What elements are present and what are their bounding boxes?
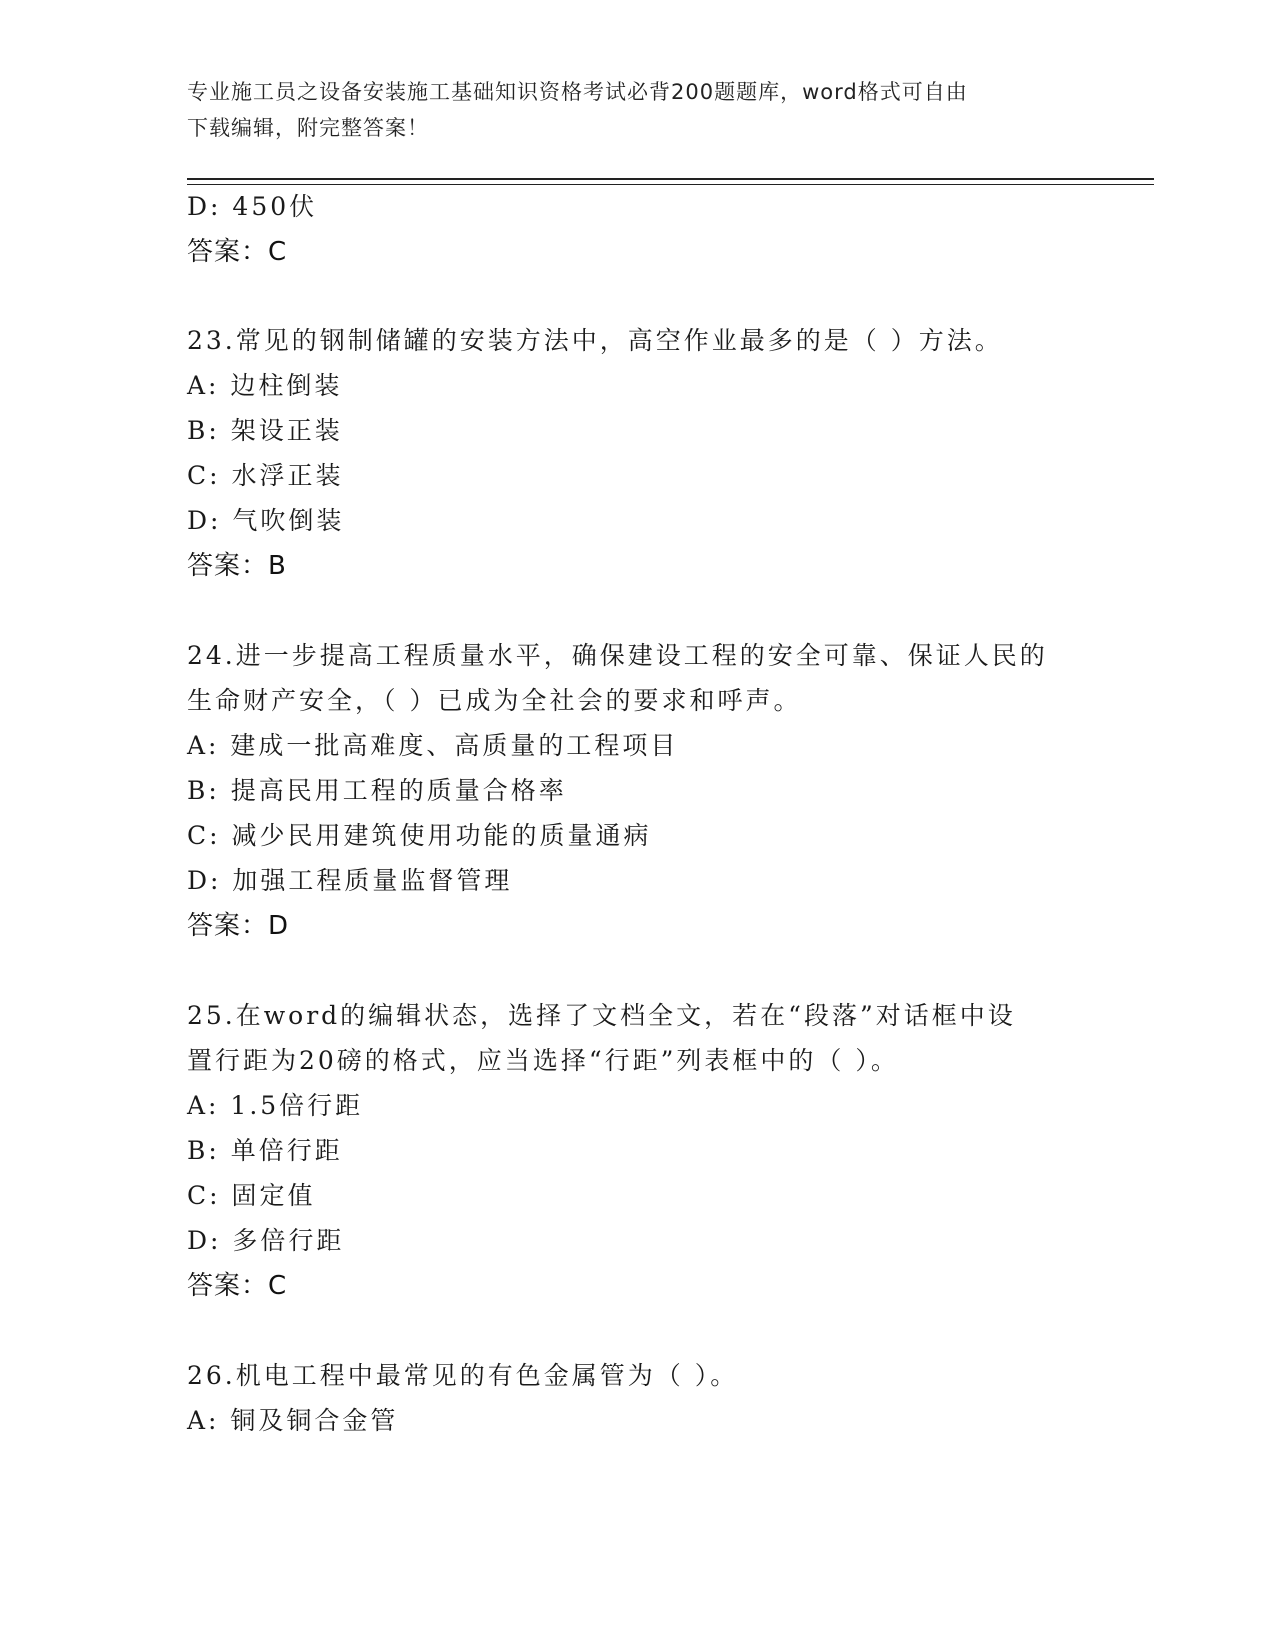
q25-answer: 答案：C: [187, 1271, 288, 1301]
q26-option-a: A: 铜及铜合金管: [187, 1406, 399, 1435]
q24-stem-line-2: 生命财产安全，（ ）已成为全社会的要求和呼声。: [187, 686, 802, 715]
q25-option-d: D: 多倍行距: [187, 1226, 345, 1255]
q24-option-c: C: 减少民用建筑使用功能的质量通病: [187, 821, 652, 850]
header-rule-thick: [187, 178, 1154, 180]
q23-answer: 答案：B: [187, 551, 287, 581]
header-line-2: 下载编辑，附完整答案！: [187, 116, 429, 140]
header-rule-thin: [187, 184, 1154, 185]
q23-option-c: C: 水浮正装: [187, 461, 344, 490]
q25-option-a: A: 1.5倍行距: [187, 1091, 364, 1120]
q23-option-b: B: 架设正装: [187, 416, 343, 445]
document-header: [187, 74, 1087, 146]
q24-option-a: A: 建成一批高难度、高质量的工程项目: [187, 731, 679, 760]
q23-stem: 23.常见的钢制储罐的安装方法中，高空作业最多的是（ ）方法。: [187, 326, 1003, 355]
q24-option-b: B: 提高民用工程的质量合格率: [187, 776, 567, 805]
q25-stem-line-1: 25.在word的编辑状态，选择了文档全文，若在“段落”对话框中设: [187, 1001, 1016, 1030]
q25-option-c: C: 固定值: [187, 1181, 316, 1210]
q25-option-b: B: 单倍行距: [187, 1136, 343, 1165]
q25-stem-line-2: 置行距为20磅的格式，应当选择“行距”列表框中的（ ）。: [187, 1046, 899, 1075]
q24-option-d: D: 加强工程质量监督管理: [187, 866, 513, 895]
prev-option-d: D: 450伏: [187, 192, 318, 221]
q26-stem: 26.机电工程中最常见的有色金属管为（ ）。: [187, 1361, 739, 1390]
q23-option-a: A: 边柱倒装: [187, 371, 343, 400]
header-line-1: 专业施工员之设备安装施工基础知识资格考试必背200题题库，word格式可自由: [187, 80, 968, 104]
prev-answer: 答案：C: [187, 237, 288, 267]
q24-answer: 答案：D: [187, 911, 290, 941]
q23-option-d: D: 气吹倒装: [187, 506, 345, 535]
q24-stem-line-1: 24.进一步提高工程质量水平，确保建设工程的安全可靠、保证人民的: [187, 641, 1048, 670]
